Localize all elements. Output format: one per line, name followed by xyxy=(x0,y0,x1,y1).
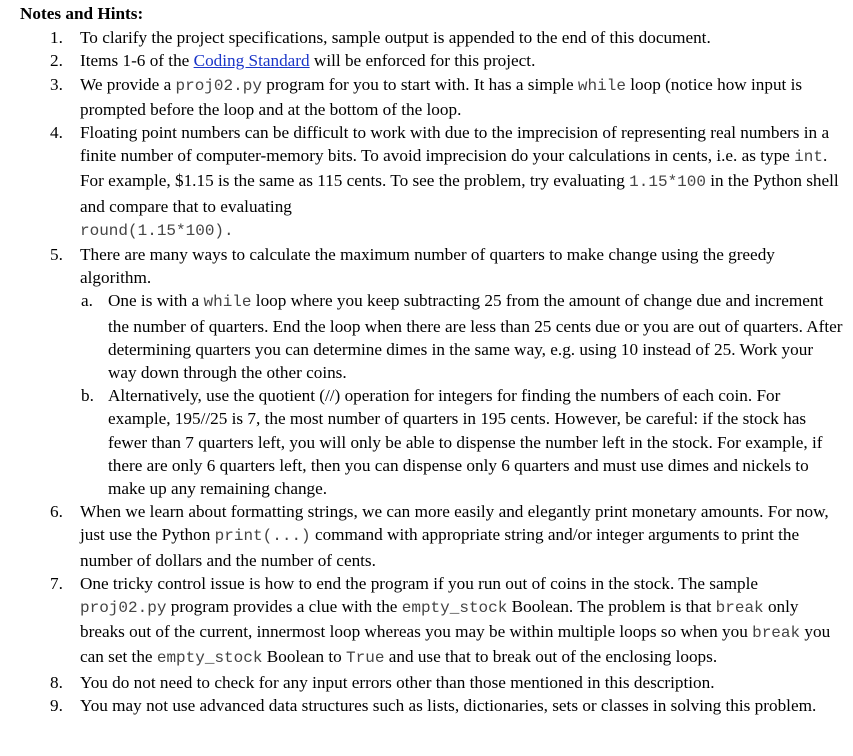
list-item-2 xyxy=(20,49,845,72)
code-int: int xyxy=(794,148,823,167)
item-text: Alternatively, use the quotient (//) operation for integers for finding the numbers of each coin. For example, 195//25 is 7, the most number of quarters in 195 cents. However, be careful: if the stock has fewer than 7 quarters left, you will only be able to dispense the number left in the stock. For example, if there are only 6 quarters left, then you can dispense only 6 quarters and must use dimes and nickels to make up any remaining change. xyxy=(108,386,823,499)
item-number: 4. xyxy=(50,123,63,143)
sub-item-b xyxy=(80,384,845,500)
item-text: Floating point numbers can be difficult to work with due to the imprecision of representing real numbers in a finite number of computer-memory bits. To avoid imprecision do your calculations in cents, i.e. as type xyxy=(80,123,830,166)
item-text: loop (notice how input is prompted before the loop and at the bottom of the loop. xyxy=(80,74,803,119)
item-number: 3. xyxy=(50,74,63,94)
sub-list xyxy=(80,289,845,500)
code-true: True xyxy=(346,649,385,668)
item-number: 9. xyxy=(50,695,63,715)
code-proj02: proj02.py xyxy=(80,599,167,618)
item-text: in the Python shell and compare that to evaluating xyxy=(80,171,839,216)
list-item-1 xyxy=(20,26,845,49)
item-text: and use that to break out of the enclosing loops. xyxy=(384,647,718,667)
item-number: 1. xyxy=(50,28,63,48)
item-text: When we learn about formatting strings, we can more easily and elegantly print monetary amounts. For now, just use the Python xyxy=(80,502,829,545)
sub-item-letter: b. xyxy=(81,386,94,406)
item-text: Boolean. The problem is that xyxy=(507,597,716,617)
item-text: program provides a clue with the xyxy=(166,597,402,617)
notes-list xyxy=(20,26,845,717)
sub-item-letter: a. xyxy=(81,291,93,311)
item-text: You do not need to check for any input errors other than those mentioned in this description. xyxy=(80,672,715,692)
code-empty-stock: empty_stock xyxy=(156,649,263,668)
coding-standard-link[interactable]: Coding Standard xyxy=(193,51,310,71)
item-number: 6. xyxy=(50,502,63,522)
list-item-8 xyxy=(20,671,845,694)
item-text: There are many ways to calculate the maximum number of quarters to make change using the greedy algorithm. xyxy=(80,245,775,288)
notes-heading: Notes and Hints: xyxy=(20,4,144,23)
code-break: break xyxy=(715,599,764,618)
item-text: will be enforced for this project. xyxy=(309,51,536,71)
code-break: break xyxy=(752,624,801,643)
item-text: . For example, $1.15 is the same as 115 cents. To see the problem, try evaluating xyxy=(80,146,828,191)
list-item-9 xyxy=(20,694,845,717)
item-text: loop where you keep subtracting 25 from the amount of change due and increment the number of quarters. End the loop when there are less than 25 cents due or you are out of quarters. After determining quarters you can determine dimes in the same way, e.g. using 10 instead of 25. Work your way down through the other coins. xyxy=(108,291,843,383)
item-number: 7. xyxy=(50,573,63,593)
item-text: Items 1-6 of the xyxy=(80,51,194,71)
sub-item-a xyxy=(80,289,845,384)
item-text: you can set the xyxy=(80,622,831,667)
item-text: program for you to start with. It has a simple xyxy=(261,74,578,94)
item-text: To clarify the project specifications, sample output is appended to the end of this document. xyxy=(80,28,711,48)
code-expression: 1.15*100 xyxy=(629,173,706,192)
item-text: command with appropriate string and/or integer arguments to print the number of dollars and the number of cents. xyxy=(80,525,800,570)
item-text: Boolean to xyxy=(262,647,347,667)
code-while: while xyxy=(577,76,626,95)
list-item-5 xyxy=(20,243,845,500)
item-text: One is with a xyxy=(108,291,204,311)
item-number: 2. xyxy=(50,51,63,71)
code-while: while xyxy=(203,293,252,312)
code-empty-stock: empty_stock xyxy=(401,599,508,618)
list-item-7 xyxy=(20,572,845,671)
list-item-4 xyxy=(20,121,845,243)
item-text: We provide a xyxy=(80,74,176,94)
list-item-3 xyxy=(20,73,845,121)
code-print: print(...) xyxy=(214,527,311,546)
code-proj02: proj02.py xyxy=(175,76,262,95)
item-text: only breaks out of the current, innermost loop whereas you may be within multiple loops so when you xyxy=(80,597,799,642)
item-number: 8. xyxy=(50,672,63,692)
list-item-6 xyxy=(20,500,845,572)
code-round: round(1.15*100). xyxy=(80,221,234,240)
item-text: You may not use advanced data structures such as lists, dictionaries, sets or classes in solving this problem. xyxy=(80,695,817,715)
item-text: One tricky control issue is how to end the program if you run out of coins in the stock. The sample xyxy=(80,573,758,593)
item-number: 5. xyxy=(50,245,63,265)
